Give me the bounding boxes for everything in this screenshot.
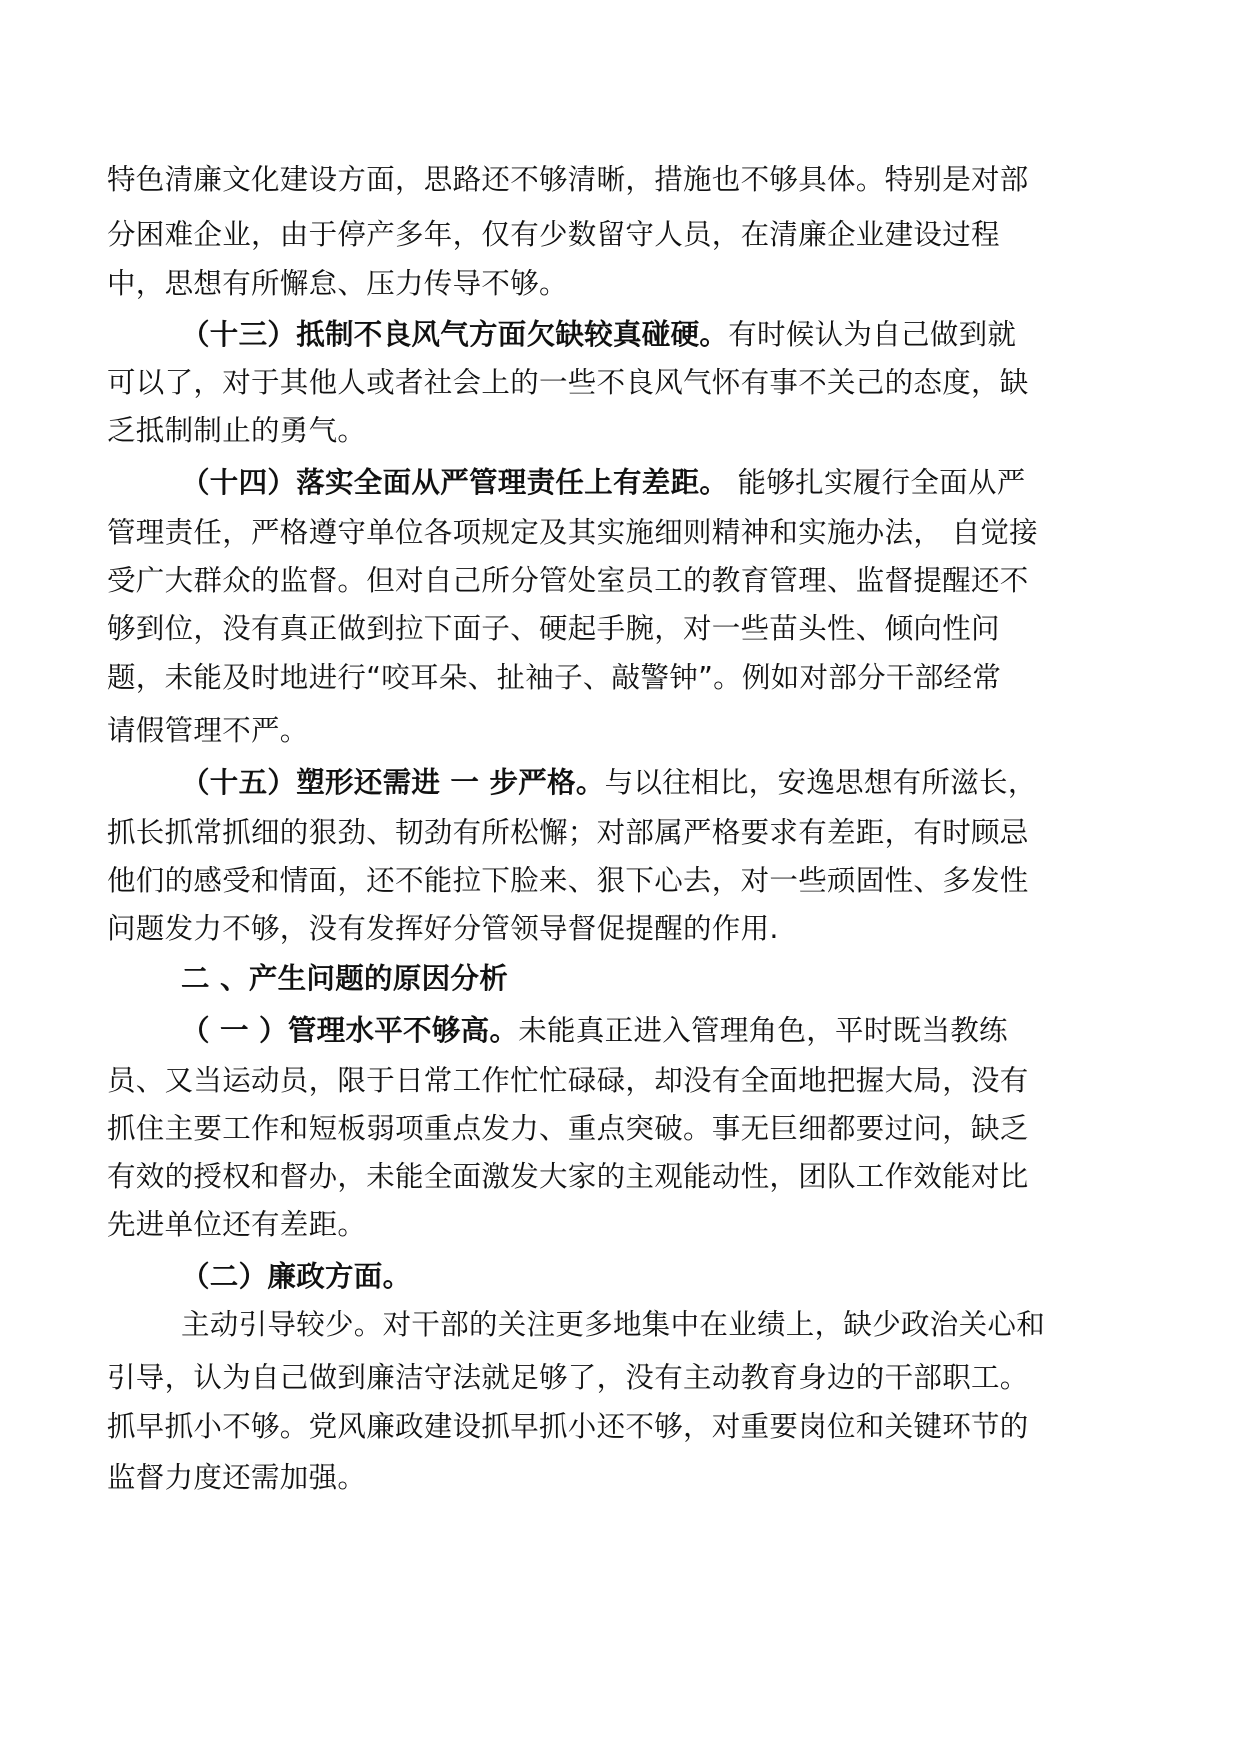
body-text: 与以往相比，安逸思想有所滋长， xyxy=(604,766,1037,799)
body-line: 有效的授权和督办，未能全面激发大家的主观能动性，团队工作效能对比 xyxy=(107,1160,1029,1193)
paragraph-heading: （十五）塑形还需进 一 步严格。 xyxy=(181,766,605,799)
body-line: 题，未能及时地进行“咬耳朵、扯袖子、敲警钟”。例如对部分干部经常 xyxy=(107,661,1002,694)
paragraph-heading: （二）廉政方面。 xyxy=(181,1260,412,1293)
paragraph-heading: （ 一 ）管理水平不够高。 xyxy=(181,1014,519,1047)
body-line: 抓长抓常抓细的狠劲、韧劲有所松懈；对部属严格要求有差距，有时顾忌 xyxy=(107,816,1029,849)
body-line: 请假管理不严。 xyxy=(107,714,309,747)
body-line: 受广大群众的监督。但对自己所分管处室员工的教育管理、监督提醒还不 xyxy=(107,564,1029,597)
body-line: 乏抵制制止的勇气。 xyxy=(107,414,367,447)
body-line: 特色清廉文化建设方面，思路还不够清晰，措施也不够具体。特别是对部 xyxy=(107,163,1029,196)
paragraph-first-line xyxy=(181,763,1211,803)
body-line: 抓早抓小不够。党风廉政建设抓早抓小还不够，对重要岗位和关键环节的 xyxy=(107,1410,1029,1443)
body-text: 有时候认为自己做到就 xyxy=(728,318,1017,351)
paragraph-heading: （十四）落实全面从严管理责任上有差距。 xyxy=(181,466,729,499)
paragraph-heading: （十三）抵制不良风气方面欠缺较真碰硬。 xyxy=(181,318,729,351)
paragraph-first-line xyxy=(181,1011,1211,1051)
body-line: 抓住主要工作和短板弱项重点发力、重点突破。事无巨细都要过问，缺乏 xyxy=(107,1112,1029,1145)
body-line: 监督力度还需加强。 xyxy=(107,1461,367,1494)
body-line: 主动引导较少。对干部的关注更多地集中在业绩上，缺少政治关心和 xyxy=(181,1308,1046,1341)
body-line: 管理责任，严格遵守单位各项规定及其实施细则精神和实施办法， 自觉接 xyxy=(107,516,1038,549)
body-line: 中，思想有所懈怠、压力传导不够。 xyxy=(107,267,568,300)
paragraph-first-line xyxy=(181,315,1211,355)
body-line: 员、又当运动员，限于日常工作忙忙碌碌，却没有全面地把握大局，没有 xyxy=(107,1064,1029,1097)
paragraph-first-line xyxy=(181,463,1211,503)
body-line: 引导，认为自己做到廉洁守法就足够了，没有主动教育身边的干部职工。 xyxy=(107,1361,1029,1394)
body-line: 问题发力不够，没有发挥好分管领导督促提醒的作用. xyxy=(107,912,779,945)
body-line: 他们的感受和情面，还不能拉下脸来、狠下心去，对一些顽固性、多发性 xyxy=(107,864,1029,897)
body-line: 分困难企业，由于停产多年，仅有少数留守人员，在清廉企业建设过程 xyxy=(107,218,1000,251)
body-text: 能够扎实履行全面从严 xyxy=(728,466,1026,499)
body-text: 未能真正进入管理角色，平时既当教练 xyxy=(518,1014,1008,1047)
body-line: 够到位，没有真正做到拉下面子、硬起手腕，对一些苗头性、倾向性问 xyxy=(107,612,1000,645)
section-heading: 二 、产生问题的原因分析 xyxy=(181,962,509,995)
body-line: 先进单位还有差距。 xyxy=(107,1208,367,1241)
body-line: 可以了，对于其他人或者社会上的一些不良风气怀有事不关己的态度，缺 xyxy=(107,366,1029,399)
